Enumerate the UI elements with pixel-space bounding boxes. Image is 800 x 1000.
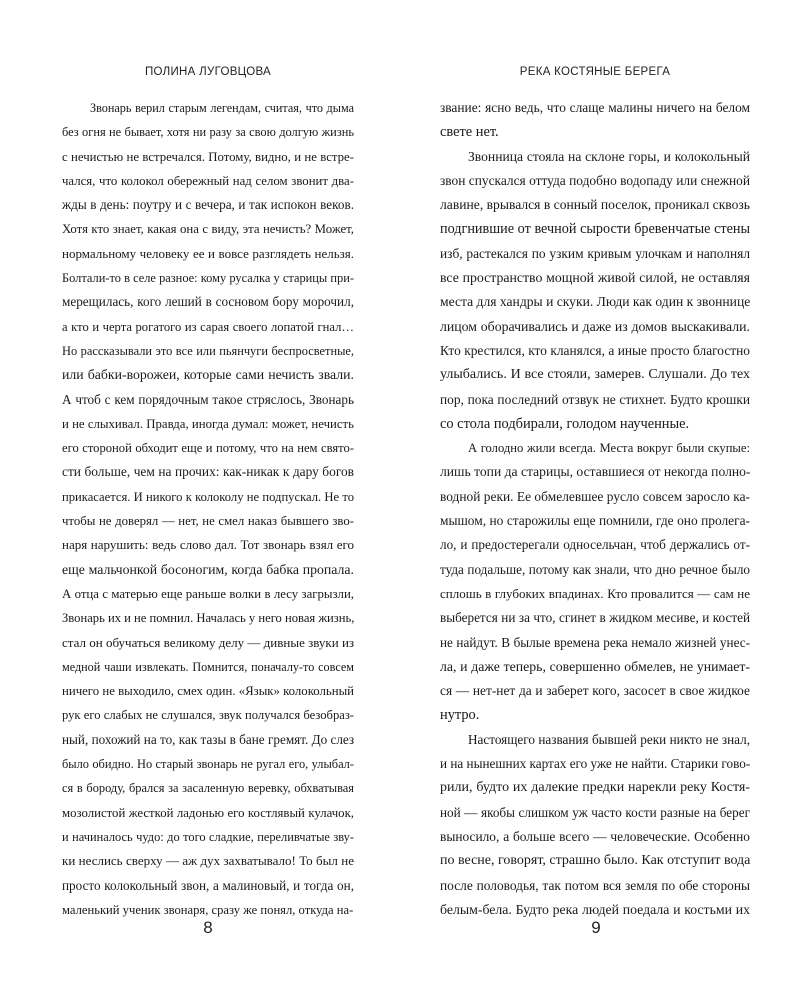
running-header-author: ПОЛИНА ЛУГОВЦОВА [144, 66, 272, 78]
text-line: сти больше, чем на прочих: как-никак к дару богов [62, 464, 354, 480]
body-text [62, 96, 354, 922]
text-line: а кто и черта рогатого из сарая своего лопатой гнал… [62, 319, 354, 334]
text-line: Хотя кто знает, какая она с виду, эта нечисть? Может, [62, 222, 354, 237]
text-line: выносило, а больше всего — человеческие. Особенно [440, 828, 750, 844]
text-line: Звонарь их и не помнил. Началась у него новая жизнь, [62, 611, 355, 626]
text-line: А голодно жили всегда. Места вокруг были скупые: [468, 441, 750, 456]
text-line: нутро. [440, 707, 480, 724]
text-line: маленький ученик звонаря, сразу же понял, откуда на- [62, 902, 354, 917]
text-line: ся — нет-нет да и заберет кого, засосет в свое жидкое [440, 683, 750, 699]
text-line: стал он обучаться великому делу — дивные звуки из [62, 634, 355, 650]
text-line: ла, и даже теперь, совершенно обмелев, не унимает- [440, 658, 750, 674]
text-line: ся в бороду, брался за засаленную веревку, обхватывая [62, 781, 354, 796]
text-line: звон спускался оттуда подобно водопаду или снежной [440, 172, 750, 188]
text-line: подгнившие от вечной сырости бревенчатые стены [440, 221, 750, 238]
text-line: сплошь в глубоких впадинах. Кто провалится — сам не [440, 585, 750, 601]
running-header-title: РЕКА КОСТЯНЫЕ БЕРЕГА [519, 66, 671, 78]
text-line: Болтали-то в селе разное: кому русалка у старицы при- [62, 271, 354, 286]
text-line: не найдут. В былые времена река немало жизней унес- [440, 634, 750, 650]
text-line: и не слыхивал. Правда, иногда думал: может, нечисть [62, 416, 354, 431]
body-text [440, 96, 750, 922]
text-line: белым-бела. Будто река людей поедала и костьми их [440, 901, 750, 917]
text-line: нормальному человеку ее и вовсе разглядеть нельзя. [62, 245, 354, 261]
text-line: А чтоб с кем порядочным такое стряслось, Звонарь [62, 391, 354, 407]
text-line: и на нынешних картах его уже не найти. Старики гово- [440, 756, 751, 772]
text-line: пор, пока последний отзвук не стихнет. Будто крошки [440, 391, 750, 407]
text-line: Кто крестился, кто кланялся, а иные просто благостно [440, 342, 750, 358]
text-line: места для хандры и скуки. Люди как один к звоннице [440, 294, 751, 310]
text-line: улыбались. И все стояли, замерев. Слушали. До тех [440, 367, 750, 383]
text-line: А отца с матерью еще раньше волки в лесу загрызли, [62, 586, 354, 601]
text-line: ки неслись сверху — аж дух захватывало! То был не [62, 853, 354, 869]
text-line: еще мальчонкой босоногим, когда бабка пропала. [62, 561, 354, 577]
text-line: мозолистой жесткой ладонью его костлявый кулачок, [62, 805, 354, 820]
text-line: мерещилась, кого леший в сосновом бору морочил, [62, 294, 354, 310]
text-line: Настоящего названия бывшей реки никто не знал, [468, 731, 750, 747]
text-line: с нечистью не встречался. Потому, видно, и не встре- [62, 149, 354, 164]
text-line: без огня не бывает, хотя ни разу за свою долгую жизнь [62, 125, 354, 140]
text-line: туда подальше, потому как знали, что дно речное было [440, 561, 750, 577]
page-number: 9 [591, 918, 601, 937]
text-line: со стола подбирали, голодом наученные. [440, 415, 690, 432]
text-line: чался, что колокол обережный над селом звонит два- [62, 173, 354, 188]
text-line: свете нет. [440, 124, 499, 141]
text-line: изб, растекался по узким кривым улочкам и наполнял [440, 245, 750, 261]
text-line: ной — якобы слишком уж часто кости разные на берег [440, 804, 750, 820]
text-line: было обидно. Но старый звонарь не ругал его, улыбал- [62, 757, 354, 772]
text-line: рили, будто их далекие предки нарекли реку Костя- [440, 780, 750, 796]
page-number: 8 [203, 918, 213, 937]
text-line: ничего не выходило, смех один. «Язык» колокольный [62, 684, 355, 699]
text-line: после половодья, так потом вся земля по обе стороны [440, 877, 750, 893]
text-line: мышом, но старожилы еще помнили, где оно пролега- [440, 513, 750, 529]
text-line: Но рассказывали это все или пьянчуги беспросветные, [62, 343, 354, 358]
text-line: Звонарь верил старым легендам, считая, что дыма [90, 101, 354, 115]
text-line: рук его слабых не слушался, звук получался безобраз- [62, 708, 354, 723]
text-line: лицом оборачивались и даже из домов выскакивали. [440, 318, 750, 334]
text-line: или бабки-ворожеи, которые сами нечисть звали. [62, 367, 354, 383]
text-line: жды в день: поутру и с вечера, и так испокон веков. [62, 197, 354, 213]
text-line: наря нарушить: ведь слово дал. Тот звонарь взял его [62, 537, 354, 553]
right-page [400, 0, 800, 1000]
text-line: выберется ни за что, сгинет в жидком месиве, и костей [440, 610, 750, 626]
text-line: его стороной обходит еще и потому, что на нем свято- [62, 441, 354, 456]
text-line: лишь топи да старицы, оставшиеся от некогда полно- [440, 464, 751, 480]
text-line: и начиналось чудо: до того сладкие, переливчатые зву- [62, 829, 354, 844]
text-line: все пространство мощной живой силой, не оставляя [440, 270, 750, 286]
text-line: прикасается. И никого к колоколу не подпускал. Не то [62, 489, 354, 504]
text-line: по весне, говорят, страшно было. Как отступит вода [440, 853, 751, 869]
text-line: Звонница стояла на склоне горы, и колокольный [468, 148, 750, 164]
text-line: звание: ясно ведь, что слаще малины ничего на белом [440, 100, 750, 115]
text-line: чтобы не доверял — нет, не смел наказ бывшего зво- [62, 514, 354, 529]
text-line: водной реки. Ее обмелевшее русло совсем заросло ка- [440, 488, 750, 504]
text-line: ный, похожий на то, как тазы в бане гремят. До слез [62, 731, 355, 747]
text-line: лавине, врывался в сонный поселок, проникал сквозь [440, 197, 750, 213]
text-line: просто колокольный звон, а малиновый, и тогда он, [62, 877, 354, 893]
text-line: медной чаши извлекать. Помнится, поначалу-то совсем [62, 659, 354, 674]
text-line: ло, и предостерегали односельчан, чтоб держались от- [440, 537, 750, 553]
